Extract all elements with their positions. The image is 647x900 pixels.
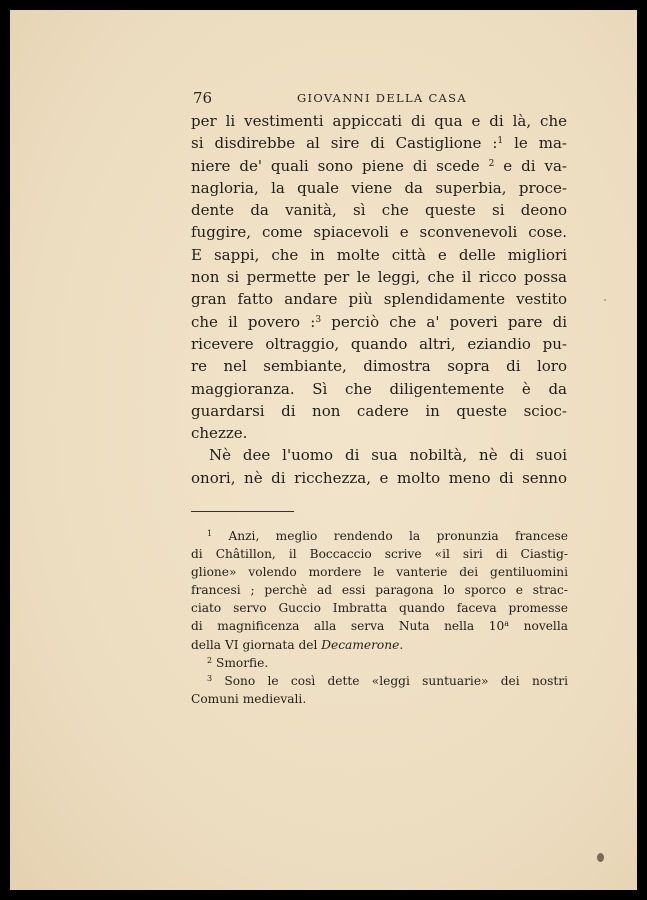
paper-spot — [597, 853, 604, 862]
book-title: Decamerone — [321, 637, 400, 652]
text-line: gran fatto andare più splendidamente vestito — [191, 290, 567, 309]
footnote-divider — [191, 511, 294, 512]
running-head: GIOVANNI DELLA CASA — [297, 91, 467, 105]
paper-spot — [604, 299, 606, 301]
footnote-3: $^3$ Sono le così dette «leggi suntuarie» dei nostri — [207, 673, 569, 688]
footnote-line: della VI giornata del Decamerone. — [191, 637, 404, 652]
text-line: fuggire, come spiacevoli e sconvenevoli cose. — [191, 223, 567, 242]
footnote-marker-3: 3 — [207, 673, 213, 683]
text-line: si disdirebbe al sire di Castiglione :$^1$ le ma- — [191, 134, 567, 153]
footnote-marker-2: 2 — [207, 655, 213, 665]
footnote-line: glione» volendo mordere le vanterie dei gentiluomini — [191, 565, 568, 580]
footnote-ref-1: 1 — [497, 136, 504, 147]
text-line: maggioranza. Sì che diligentemente è da — [191, 379, 567, 398]
footnote-ref-3: 3 — [315, 314, 322, 325]
text-line: nagloria, la quale viene da superbia, proce- — [191, 178, 567, 197]
footnote-line: di Châtillon, il Boccaccio scrive «il siri di Ciastig- — [191, 547, 568, 562]
body-text — [191, 110, 567, 489]
text-line: re nel sembiante, dimostra sopra di loro — [191, 357, 567, 376]
book-page — [10, 10, 637, 890]
text-line: onori, nè di ricchezza, e molto meno di senno — [191, 468, 567, 487]
text-line: E sappi, che in molte città e delle migliori — [191, 245, 567, 264]
footnote-ref-2: 2 — [488, 158, 495, 169]
page-header — [193, 89, 568, 109]
text-line: per li vestimenti appiccati di qua e di là, che — [191, 112, 567, 130]
page-number: 76 — [193, 89, 213, 107]
text-line: non si permette per le leggi, che il ricco possa — [191, 268, 567, 287]
footnotes — [191, 527, 568, 708]
footnote-2: $^2$ Smorfie. — [207, 655, 269, 670]
footnote-line: ciato servo Guccio Imbratta quando faceva promesse — [191, 601, 568, 616]
text-line: dente da vanità, sì che queste si deono — [191, 201, 567, 220]
footnote-line: francesi ; perchè ad essi paragona lo sporco e strac- — [191, 583, 568, 598]
text-line: Nè dee l'uomo di sua nobiltà, nè di suoi — [209, 446, 567, 465]
footnote-marker-1: 1 — [207, 529, 213, 538]
text-line: chezze. — [191, 424, 248, 443]
text-line: niere de' quali sono piene di scede $^2$ e di va- — [191, 156, 567, 175]
footnote-line: di magnificenza alla serva Nuta nella 10$^a$ novella — [191, 619, 568, 634]
footnote-1: $^1$ Anzi, meglio rendendo la pronunzia francese — [207, 529, 568, 543]
footnote-line: Comuni medievali. — [191, 691, 307, 706]
text-line: guardarsi di non cadere in queste scioc- — [191, 401, 567, 420]
text-line: ricevere oltraggio, quando altri, eziandio pu- — [191, 334, 567, 353]
text-line: che il povero :$^3$ perciò che a' poveri pare di — [191, 312, 567, 331]
